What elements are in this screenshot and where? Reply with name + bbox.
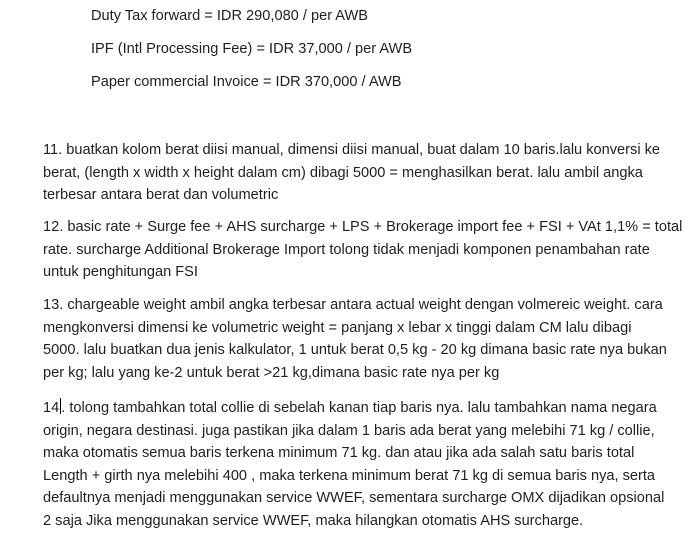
paragraph-line: Length + girth nya melebihi 400 , maka terkena minimum berat 71 kg di semua baris nya, serta (43, 467, 656, 484)
paragraph-line: untuk penghitungan FSI (43, 264, 198, 280)
paragraph-line (43, 397, 673, 420)
paragraph-11 (43, 139, 673, 207)
paragraph-line: maka otomatis semua baris terkena minimum 71 kg. dan atau jika ada salah satu baris total (43, 445, 635, 461)
paragraph-line: 5000. lalu buatkan dua jenis kalkulator, 1 untuk berat 0,5 kg - 20 kg dimana basic rate nya bukan (43, 342, 667, 358)
paragraph-line: defaultnya menjadi menggunakan service WWEF, sementara surcharge OMX dijadikan opsional (43, 490, 665, 506)
paragraph-line: rate. surcharge Additional Brokerage Import tolong tidak menjadi komponen penambahan rate (43, 241, 650, 258)
paragraph-13 (43, 294, 673, 384)
paragraph-line: berat, (length x width x height dalam cm) dibagi 5000 = menghasilkan berat. lalu ambil angka (43, 164, 643, 181)
paragraph-line: 13. chargeable weight ambil angka terbesar antara actual weight dengan volmereic weight. cara (43, 297, 663, 313)
paragraph-first-line-text: . tolong tambahkan total collie di sebelah kanan tiap baris nya. lalu tambahkan nama negara (61, 400, 657, 416)
fee-duty-tax: Duty Tax forward = IDR 290,080 / per AWB (91, 8, 369, 24)
paragraph-line: 2 saja Jika menggunakan service WWEF, maka hilangkan otomatis AHS surcharge. (43, 512, 584, 529)
paragraph-line: 12. basic rate + Surge fee + AHS surcharge + LPS + Brokerage import fee + FSI + VAt 1,1% = total (43, 219, 683, 235)
paragraph-line: per kg; lalu yang ke-2 untuk berat >21 kg,dimana basic rate nya per kg (43, 364, 500, 381)
paragraph-12 (43, 216, 683, 284)
paragraph-14[interactable] (43, 397, 673, 532)
paragraph-line: mengkonversi dimensi ke volumetric weight = panjang x lebar x tinggi dalam CM lalu dibagi (43, 319, 632, 336)
paragraph-line: origin, negara destinasi. juga pastikan jika dalam 1 baris ada berat yang melebihi 71 kg / collie, (43, 422, 655, 439)
fee-ipf: IPF (Intl Processing Fee) = IDR 37,000 / per AWB (91, 41, 413, 57)
paragraph-line: 11. buatkan kolom berat diisi manual, dimensi diisi manual, buat dalam 10 baris.lalu konversi ke (43, 142, 661, 158)
fee-commercial-invoice: Paper commercial Invoice = IDR 370,000 / AWB (91, 74, 402, 90)
paragraph-line: terbesar antara berat dan volumetric (43, 187, 279, 203)
paragraph-number: 14 (43, 400, 60, 416)
